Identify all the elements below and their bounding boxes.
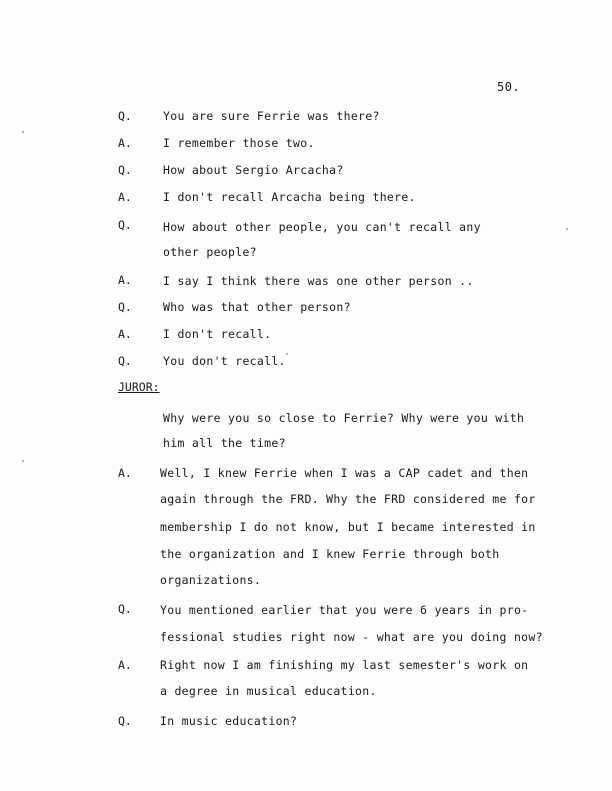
speaker-label: Q. — [118, 163, 132, 177]
testimony-line: How about other people, you can't recall any — [163, 220, 481, 234]
testimony-line: Why were you so close to Ferrie? Why were you with — [163, 411, 525, 425]
testimony-line: Who was that other person? — [163, 300, 351, 314]
speaker-label: Q. — [118, 300, 132, 314]
testimony-line: fessional studies right now - what are you doing now? — [160, 630, 543, 644]
testimony-line: I don't recall. — [163, 327, 272, 341]
testimony-line: him all the time? — [163, 436, 286, 450]
testimony-line: Right now I am finishing my last semester's work on — [160, 658, 529, 672]
scan-speck — [566, 228, 568, 230]
page-number: 50. — [497, 80, 521, 94]
testimony-line: In music education? — [160, 714, 298, 728]
testimony-line: You don't recall. — [163, 354, 286, 368]
testimony-line: How about Sergio Arcacha? — [163, 163, 344, 177]
speaker-label: Q. — [118, 354, 132, 368]
speaker-label: A. — [118, 273, 132, 287]
speaker-label: Q. — [118, 218, 132, 232]
testimony-line: again through the FRD. Why the FRD considered me for — [160, 492, 536, 506]
scan-speck — [22, 131, 24, 133]
speaker-label: A. — [118, 136, 132, 150]
testimony-line: You mentioned earlier that you were 6 years in pro- — [160, 603, 529, 617]
speaker-label: A. — [118, 190, 132, 204]
testimony-line: organizations. — [160, 573, 262, 587]
speaker-label: A. — [118, 658, 132, 672]
testimony-line: I remember those two. — [163, 136, 315, 150]
testimony-line: You are sure Ferrie was there? — [163, 109, 380, 123]
scan-speck — [286, 353, 288, 355]
testimony-line: other people? — [163, 245, 257, 259]
speaker-label: A. — [118, 466, 132, 480]
testimony-line: I say I think there was one other person .. — [163, 274, 474, 288]
juror-heading: JUROR: — [118, 380, 160, 394]
scan-speck — [22, 460, 24, 462]
testimony-line: I don't recall Arcacha being there. — [163, 190, 416, 204]
speaker-label: Q. — [118, 602, 132, 616]
speaker-label: Q. — [118, 109, 132, 123]
testimony-line: the organization and I knew Ferrie through both — [160, 547, 500, 561]
speaker-label: Q. — [118, 714, 132, 728]
testimony-line: a degree in musical education. — [160, 684, 377, 698]
speaker-label: A. — [118, 327, 132, 341]
testimony-line: membership I do not know, but I became interested in — [160, 520, 536, 534]
testimony-line: Well, I knew Ferrie when I was a CAP cadet and then — [160, 466, 529, 480]
